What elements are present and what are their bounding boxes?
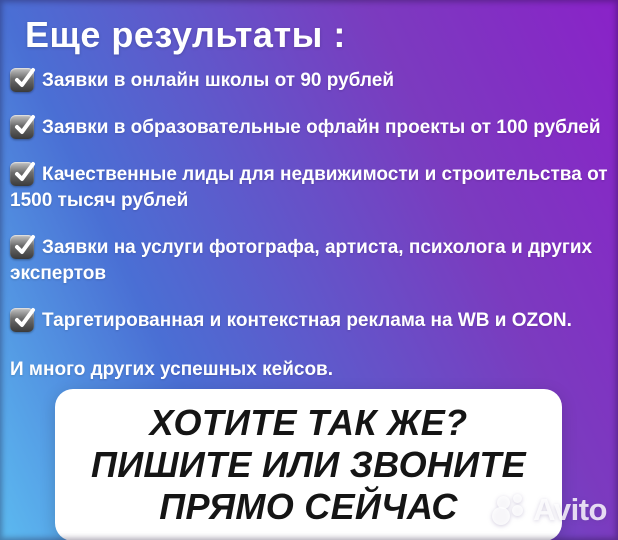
- checklist-item: [10, 235, 608, 287]
- avito-logo-dot: [512, 505, 523, 516]
- checklist-item-label: Таргетированная и контекстная реклама на WB и OZON.: [42, 310, 572, 331]
- cta-line-2: ПИШИТЕ ИЛИ ЗВОНИТЕ: [91, 444, 526, 485]
- checkmark-icon: [10, 68, 34, 92]
- avito-logo-dot: [513, 494, 522, 503]
- avito-logo-dot: [492, 507, 510, 525]
- footnote-text: И много других успешных кейсов.: [10, 359, 334, 380]
- page-title: Еще результаты :: [25, 14, 346, 55]
- checkmark-icon: [10, 162, 34, 186]
- cta-line-3: ПРЯМО СЕЙЧАС: [159, 486, 458, 527]
- checklist-item-label: Заявки в образовательные офлайн проекты от 100 рублей: [42, 117, 601, 138]
- cta-box: [55, 389, 562, 540]
- results-checklist: [10, 68, 608, 334]
- checklist-item: [10, 162, 608, 214]
- checklist-item-label: Качественные лиды для недвижимости и строительства от 1500 тысяч рублей: [10, 164, 608, 211]
- checklist-item: [10, 308, 608, 334]
- checkmark-icon: [10, 235, 34, 259]
- checklist-item: [10, 68, 608, 94]
- checkmark-icon: [10, 115, 34, 139]
- avito-watermark: [492, 492, 607, 528]
- checklist-item: [10, 115, 608, 141]
- checklist-item-label: Заявки на услуги фотографа, артиста, психолога и других экспертов: [10, 237, 593, 284]
- cta-line-1: ХОТИТЕ ТАК ЖЕ?: [149, 402, 468, 443]
- avito-brand-text: Avito: [533, 492, 607, 527]
- avito-logo-icon: [492, 494, 530, 526]
- checkmark-icon: [10, 308, 34, 332]
- checklist-item-label: Заявки в онлайн школы от 90 рублей: [42, 70, 395, 91]
